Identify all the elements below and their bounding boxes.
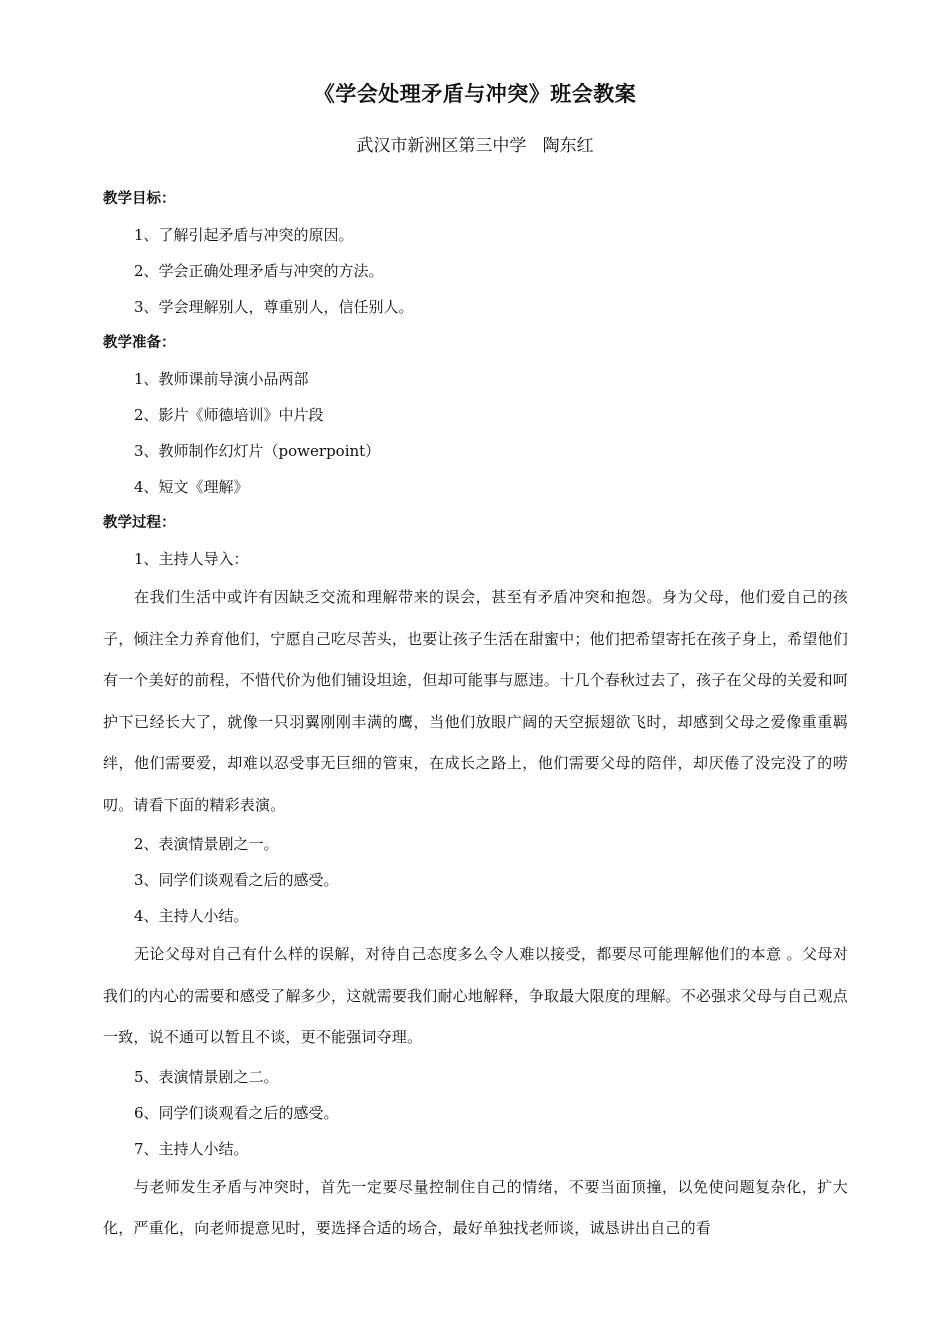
process-step: 7、主持人小结。 [134,1139,249,1158]
prep-item: 4、短文《理解》 [134,478,249,496]
process-step: 4、主持人小结。 [134,907,249,925]
document-author: 武汉市新洲区第三中学 陶东红 [356,136,594,156]
section-heading-prep: 教学准备： [103,335,176,351]
process-paragraph: 在我们生活中或许有因缺乏交流和理解带来的误会，甚至有矛盾冲突和抱怨。身为父母，他们爱自己的孩子，倾注全力养育他们，宁愿自己吃尽苦头，也要让孩子生活在甜蜜中；他们把希望寄托在孩子身上，希望他们有一个美好的前程，不惜代价为他们铺设坦途，但却可能事与愿违。十几个春秋过去了，孩子在父母的关爱和呵护下已经长大了，就像一只羽翼刚刚丰满的鹰，当他们放眼广阔的天空振翅欲飞时，却感到父母之爱像重重羁绊，他们需要爱，却难以忍受事无巨细的管束，在成长之路上，他们需要父母的陪伴，却厌倦了没完没了的唠叨。请看下面的精彩表演。 [103,588,848,814]
section-heading-goals: 教学目标： [103,191,176,207]
section-heading-process: 教学过程： [103,515,176,531]
process-paragraph: 无论父母对自己有什么样的误解，对待自己态度多么令人难以接受，都要尽可能理解他们的本意 。父母对我们的内心的需要和感受了解多少，这就需要我们耐心地解释，争取最大限度的理解。不必强求父母与自己观点一致，说不通可以暂且不谈，更不能强词夺理。 [103,945,848,1046]
goal-item: 2、学会正确处理矛盾与冲突的方法。 [134,262,384,280]
document-title: 《学会处理矛盾与冲突》班会教案 [313,82,637,106]
goal-item: 1、了解引起矛盾与冲突的原因。 [134,226,354,244]
prep-item: 3、教师制作幻灯片（powerpoint） [134,442,381,460]
process-step: 5、表演情景剧之二。 [134,1067,279,1086]
goal-item: 3、学会理解别人，尊重别人，信任别人。 [134,298,414,316]
process-step: 1、主持人导入： [134,550,249,568]
process-paragraph: 与老师发生矛盾与冲突时，首先一定要尽量控制住自己的情绪，不要当面顶撞，以免使问题复杂化，扩大化，严重化，向老师提意见时，要选择合适的场合，最好单独找老师谈，诚恳讲出自己的看 [103,1177,848,1237]
process-step: 2、表演情景剧之一。 [134,835,279,853]
prep-item: 2、影片《师德培训》中片段 [134,406,324,424]
document-body [103,181,848,1250]
prep-item: 1、教师课前导演小品两部 [134,370,309,388]
process-step: 3、同学们谈观看之后的感受。 [134,871,339,889]
process-step: 6、同学们谈观看之后的感受。 [134,1103,339,1122]
